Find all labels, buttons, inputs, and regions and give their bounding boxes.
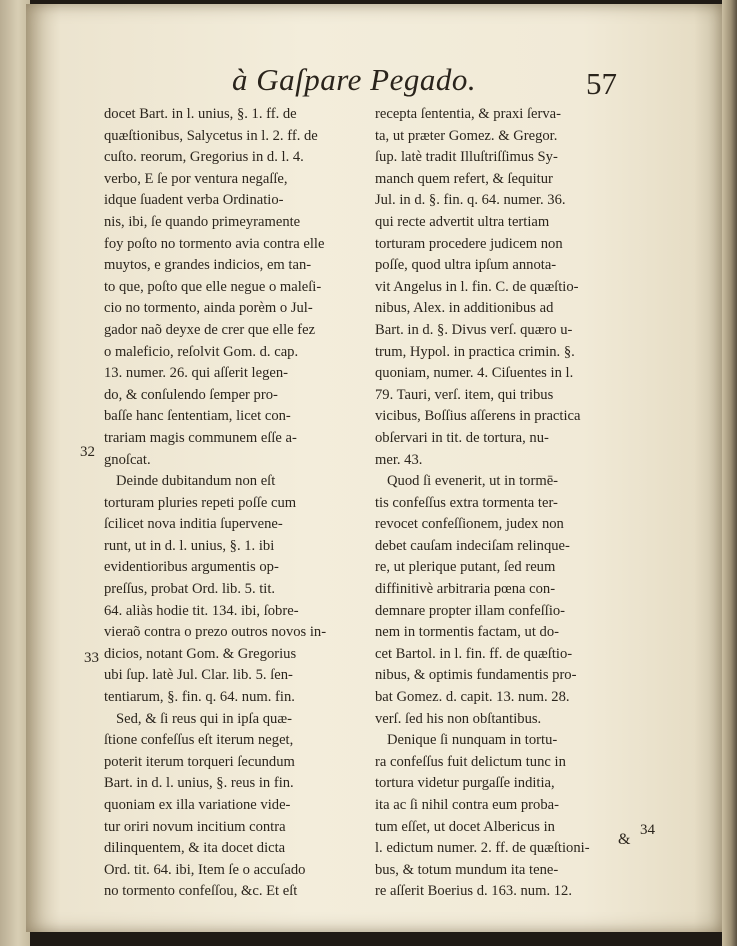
text-line: quæſtionibus, Salycetus in l. 2. ff. de [104, 127, 318, 144]
text-line: verbo, E ſe por ventura negaſſe, [104, 170, 288, 187]
text-line: demnare propter illam confeſſio- [375, 602, 566, 619]
text-line: to que, poſto que elle negue o maleſi- [104, 278, 322, 295]
text-line: Deinde dubitandum non eſt [116, 473, 276, 490]
text-line: idque ſuadent verba Ordinatio- [104, 192, 284, 209]
text-line: trariam magis communem eſſe a- [104, 429, 297, 446]
text-line: ſcilicet nova inditia ſupervene- [104, 516, 283, 533]
text-line: Quod ſi evenerit, ut in tormē- [387, 473, 559, 490]
left-column [104, 104, 366, 903]
text-line: tur oriri novum incitium contra [104, 818, 286, 835]
text-line: torturam procedere judicem non [375, 235, 563, 252]
margin-number: 33 [84, 650, 99, 666]
text-line: vit Angelus in l. fin. C. de quæſtio- [375, 278, 579, 295]
text-line: trum, Hypol. in practica crimin. §. [375, 343, 575, 360]
text-line: docet Bart. in l. unius, §. 1. ff. de [104, 106, 297, 122]
text-line: bat Gomez. d. capit. 13. num. 28. [375, 689, 570, 706]
catchword: & [618, 831, 631, 848]
text-line: qui recte advertit ultra tertiam [375, 213, 550, 230]
text-line: o maleficio, reſolvit Gom. d. cap. [104, 343, 299, 360]
text-line: tum eſſet, ut docet Albericus in [375, 818, 555, 835]
text-line: preſſus, probat Ord. lib. 5. tit. [104, 581, 276, 598]
text-line: nibus, Alex. in additionibus ad [375, 300, 554, 317]
text-line: no tormento confeſſou, &c. Et eſt [104, 883, 298, 900]
text-line: re aſſerit Boerius d. 163. num. 12. [375, 883, 572, 900]
text-line: diffinitivè arbitraria pœna con- [375, 581, 556, 598]
text-line: Sed, & ſi reus qui in ipſa quæ- [116, 710, 292, 727]
text-line: Bart. in d. §. Divus verſ. quæro u- [375, 321, 573, 338]
text-line: 64. aliàs hodie tit. 134. ibi, ſobre- [104, 602, 299, 619]
text-line: gador naõ deyxe de crer que elle fez [104, 321, 316, 338]
running-title: à Gaſpare Pegado. [232, 62, 477, 97]
text-line: Denique ſi nunquam in tortu- [387, 732, 558, 749]
text-line: gnoſcat. [104, 451, 151, 468]
text-line: baſſe hanc ſententiam, licet con- [104, 408, 291, 425]
text-line: tis confeſſus extra tormenta ter- [375, 494, 558, 511]
text-line: cio no tormento, ainda porèm o Jul- [104, 300, 313, 317]
text-line: nibus, & optimis fundamentis pro- [375, 667, 577, 684]
text-line: manch quem refert, & ſequitur [375, 170, 553, 187]
page-number: 57 [586, 66, 617, 101]
text-line: Bart. in d. l. unius, §. reus in fin. [104, 775, 294, 792]
text-line: ſup. latè tradit Illuſtriſſimus Sy- [375, 149, 558, 166]
text-line: tortura videtur purgaſſe inditia, [375, 775, 555, 792]
text-line: Ord. tit. 64. ibi, Item ſe o accuſado [104, 861, 306, 878]
margin-number: 32 [80, 444, 95, 460]
text-line: ta, ut præter Gomez. & Gregor. [375, 127, 558, 144]
text-line: ra confeſſus fuit delictum tunc in [375, 753, 566, 770]
text-line: 79. Tauri, verſ. item, qui tribus [375, 386, 554, 403]
text-line: runt, ut in d. l. unius, §. 1. ibi [104, 537, 275, 554]
text-line: ita ac ſi nihil contra eum proba- [375, 797, 559, 813]
text-line: tentiarum, §. fin. q. 64. num. fin. [104, 689, 295, 706]
text-line: l. edictum numer. 2. ff. de quæſtioni- [375, 840, 590, 857]
text-line: debet cauſam indeciſam relinque- [375, 537, 570, 554]
text-line: poſſe, quod ultra ipſum annota- [375, 257, 557, 274]
text-line: dicios, notant Gom. & Gregorius [104, 645, 297, 662]
text-line: bus, & totum mundum ita tene- [375, 861, 559, 878]
page-edge [722, 0, 737, 946]
text-line: 13. numer. 26. qui aſſerit legen- [104, 365, 288, 382]
text-line: quoniam ex illa variatione vide- [104, 797, 291, 813]
text-line: dilinquentem, & ita docet dicta [104, 840, 286, 857]
text-line: cet Bartol. in l. fin. ff. de quæſtio- [375, 645, 573, 662]
text-line: revocet confeſſionem, judex non [375, 516, 564, 533]
text-line: poterit iterum torqueri ſecundum [104, 753, 295, 770]
text-line: cuſto. reorum, Gregorius in d. l. 4. [104, 149, 304, 166]
text-line: mer. 43. [375, 451, 423, 468]
text-line: vieraõ contra o prezo outros novos in- [104, 624, 327, 641]
text-line: ubi ſup. latè Jul. Clar. lib. 5. ſen- [104, 667, 293, 684]
text-line: foy poſto no tormento avia contra elle [104, 235, 325, 252]
text-line: nis, ibi, ſe quando primeyramente [104, 213, 301, 230]
text-line: ſtione confeſſus eſt iterum neget, [104, 732, 294, 749]
text-line: do, & conſulendo ſemper pro- [104, 386, 278, 403]
text-line: torturam pluries repeti poſſe cum [104, 494, 297, 511]
text-line: re, ut plerique putant, ſed reum [375, 559, 556, 576]
text-line: obſervari in tit. de tortura, nu- [375, 429, 549, 446]
text-line: verſ. ſed his non obſtantibus. [375, 710, 542, 727]
text-line: Jul. in d. §. fin. q. 64. numer. 36. [375, 192, 566, 209]
text-line: muytos, e grandes indicios, em tan- [104, 257, 312, 274]
text-line: vicibus, Boſſius aſſerens in practica [375, 408, 581, 425]
text-line: recepta ſententia, & praxi ſerva- [375, 106, 561, 122]
right-column [375, 104, 641, 903]
text-line: evidentioribus argumentis op- [104, 559, 279, 576]
margin-number: 34 [640, 822, 655, 838]
text-line: nem in tormentis factam, ut do- [375, 624, 559, 641]
text-line: quoniam, numer. 4. Ciſuentes in l. [375, 365, 574, 382]
